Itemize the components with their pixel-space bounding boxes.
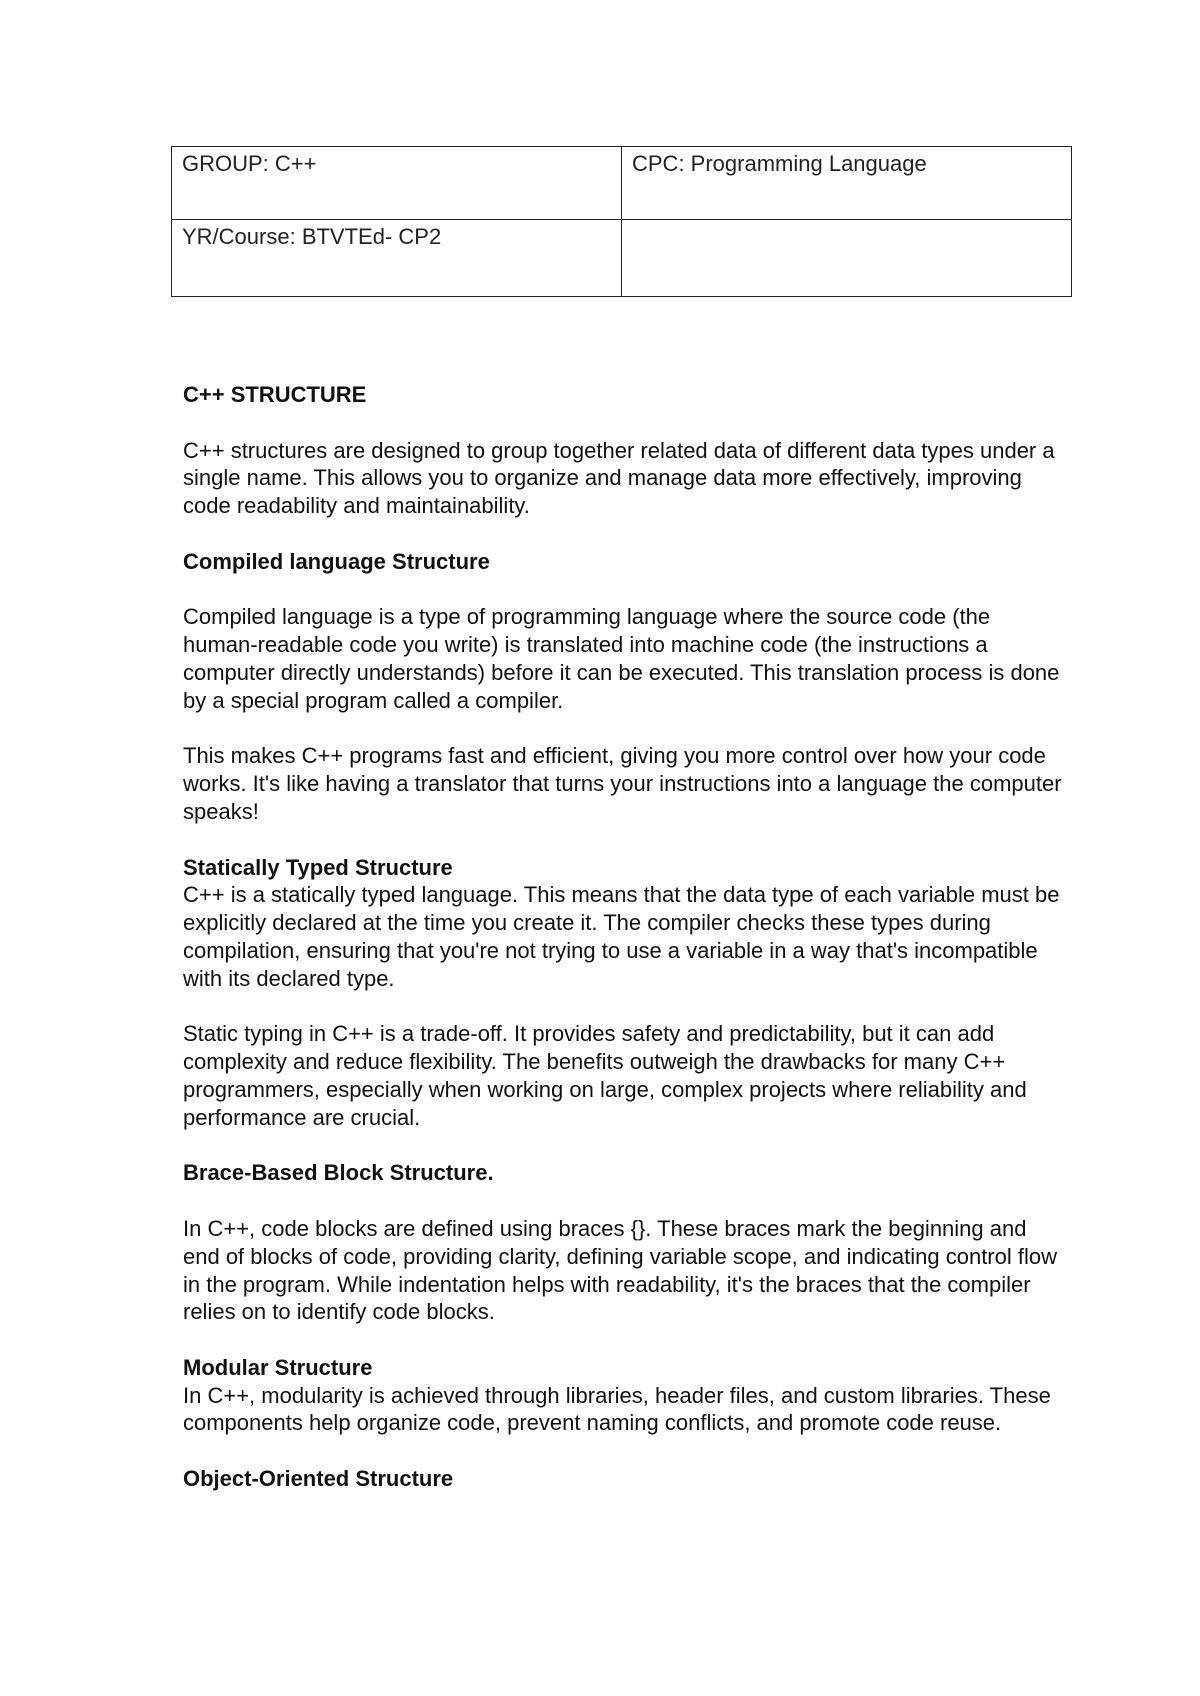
table-row: [172, 220, 1072, 297]
table-row: [172, 147, 1072, 220]
compiled-heading: Compiled language Structure: [183, 548, 490, 574]
modular-paragraph: In C++, modularity is achieved through libraries, header files, and custom libraries. These components help organize code, prevent naming conflicts, and promote code reuse.: [183, 1382, 1051, 1436]
empty-cell: [622, 220, 1072, 297]
compiled-paragraph-1: Compiled language is a type of programming language where the source code (the human-readable code you write) is translated into machine code (the instructions a computer directly understands) before it can be executed. This translation process is done by a special program called a compiler.: [183, 604, 1060, 713]
brace-paragraph: In C++, code blocks are defined using braces {}. These braces mark the beginning and end of blocks of code, providing clarity, defining variable scope, and indicating control flow in the program. While indentation helps with readability, it's the braces that the compiler relies on to identify code blocks.: [183, 1215, 1057, 1325]
header-info-table: [171, 146, 1072, 297]
static-paragraph-1: C++ is a statically typed language. This means that the data type of each variable must be explicitly declared at the time you create it. The compiler checks these types during compilation, ensuring that you're not trying to use a variable in a way that's incompatible with its declared type.: [183, 882, 1060, 991]
oop-heading: Object-Oriented Structure: [183, 1466, 454, 1492]
brace-heading: Brace-Based Block Structure.: [183, 1160, 494, 1186]
compiled-paragraph-2: This makes C++ programs fast and efficient, giving you more control over how your code works. It's like having a translator that turns your instructions into a language the computer speaks!: [183, 743, 1062, 824]
static-heading: Statically Typed Structure: [183, 854, 453, 880]
static-paragraph-2: Static typing in C++ is a trade-off. It provides safety and predictability, but it can add complexity and reduce flexibility. The benefits outweigh the drawbacks for many C++ programmers, especially when working on large, complex projects where reliability and performance are crucial.: [183, 1021, 1027, 1130]
intro-paragraph: C++ structures are designed to group together related data of different data types under a single name. This allows you to organize and manage data more effectively, improving code readability and maintainability.: [183, 437, 1055, 519]
cpc-cell: CPC: Programming Language: [622, 147, 1072, 220]
document-title: C++ STRUCTURE: [183, 382, 367, 407]
modular-heading: Modular Structure: [183, 1354, 373, 1380]
group-cell: GROUP: C++: [172, 147, 622, 220]
document-body: [183, 381, 1063, 1493]
course-cell: YR/Course: BTVTEd- CP2: [172, 220, 622, 297]
